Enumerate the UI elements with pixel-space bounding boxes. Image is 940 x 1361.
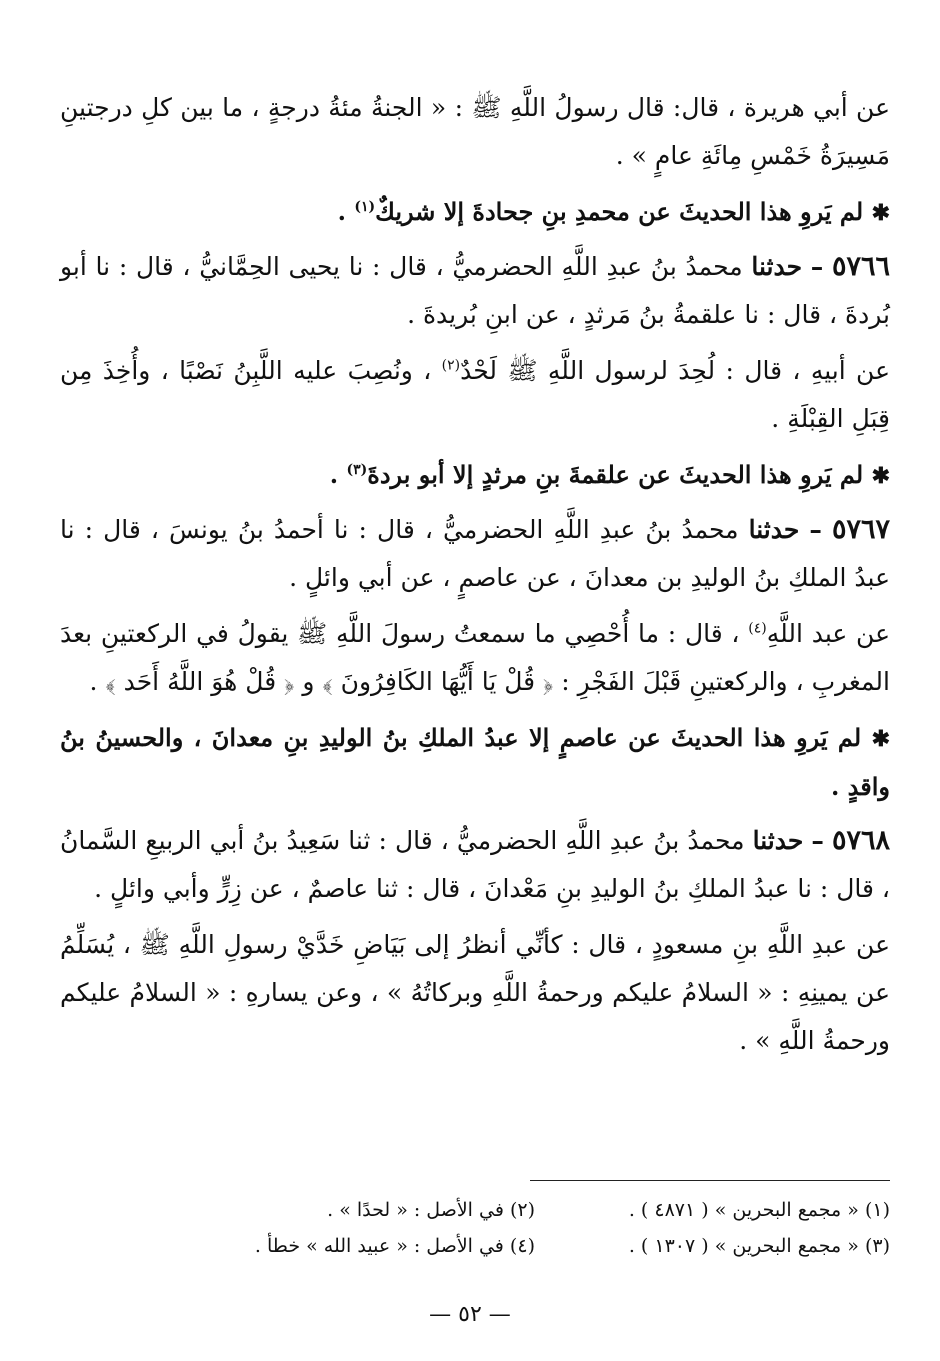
paragraph-text: عن عبد اللَّهِ [766, 619, 890, 648]
paragraph-text: عن عبدِ اللَّهِ بنِ مسعودٍ ، قال : كأنِّي أنظرُ إلى بَيَاضِ خَدَّيْ رسولِ اللَّهِ ﷺ ، يُسَلِّمُ عن يمينِهِ : « السلامُ عليكم ورحمةُ اللَّهِ وبركاتُهُ » ، وعن يسارهِ : « السلامُ عليكم ورحمةُ اللَّهِ » . [60, 930, 890, 1055]
footnote-ref: (١) [354, 199, 376, 215]
hadith-text: محمدُ بنُ عبدِ اللَّهِ الحضرميُّ ، قال : نا أحمدُ بنُ يونسَ ، قال : نا عبدُ الملكِ بنُ الوليدِ بن معدانَ ، عن عاصمٍ ، عن أبي وائلٍ . [60, 515, 890, 592]
hadith-lead: حدثنا [751, 252, 803, 281]
dash: – [811, 826, 824, 855]
note-3 [60, 714, 890, 811]
hadith-lead: حدثنا [748, 515, 800, 544]
note-end: . [337, 197, 346, 226]
star-icon: ✱ [871, 463, 890, 489]
note-2 [60, 451, 890, 500]
hadith-text: محمدُ بنُ عبدِ اللَّهِ الحضرميُّ ، قال : نا يحيى الحِمَّانيُّ ، قال : نا أبو بُردةَ ، قال : نا علقمةُ بنُ مَرثدٍ ، عن ابنِ بُريدةَ . [60, 252, 890, 329]
paragraph-rest: ، ونُصِبَ عليه اللَّبِنُ نَصْبًا ، وأُخِذَ مِن قِبَلِ القِبْلَةِ . [60, 356, 890, 433]
hadith-5766 [60, 243, 890, 339]
paragraph-1 [60, 84, 890, 180]
hadith-number: ٥٧٦٧ [832, 514, 891, 545]
footnote-1: (١) « مجمع البحرين » ( ٤٨٧١ ) . [628, 1199, 890, 1221]
footnote-4: (٤) في الأصل : « عبيد الله » خطأ . [254, 1235, 535, 1257]
note-1 [60, 188, 890, 237]
footnotes [180, 1192, 890, 1264]
note-end: . [329, 460, 339, 489]
hadith-lead: حدثنا [752, 826, 804, 855]
paragraph-4 [60, 921, 890, 1065]
hadith-5768 [60, 817, 890, 913]
paragraph-text: عن أبي هريرة ، قال: قال رسولُ اللَّهِ ﷺ : « الجنةُ مئةُ درجةٍ ، ما بين كلِ درجتينِ مَسِيرَةُ خَمْسِ مِائَةِ عامٍ » . [60, 93, 891, 170]
footnote-ref: (٣) [346, 462, 368, 478]
paragraph-2 [60, 347, 890, 443]
page-number: — ٥٢ — [429, 1302, 511, 1327]
hadith-number: ٥٧٦٨ [831, 825, 890, 856]
footnote-row [180, 1228, 890, 1264]
footnote-divider [530, 1180, 890, 1181]
footnote-ref: (٢) [441, 357, 461, 374]
dash: – [810, 252, 824, 281]
paragraph-rest: ، قال : ما أُحْصِي ما سمعتُ رسولَ اللَّهِ ﷺ يقولُ في الركعتينِ بعدَ المغربِ ، والركعتينِ قَبْلَ الفَجْرِ : ﴿ قُلْ يَا أَيُّهَا الكَافِرُونَ ﴾ و ﴿ قُلْ هُوَ اللَّهُ أَحَد ﴾ . [60, 619, 890, 696]
paragraph-text: عن أبيهِ ، قال : لُحِدَ لرسول اللَّهِ ﷺ لَحْدٌ [460, 356, 890, 385]
star-icon: ✱ [871, 200, 890, 226]
dash: – [809, 515, 822, 544]
note-text: لم يَروِ هذا الحديثَ عن عاصمٍ إلا عبدُ الملكِ بنُ الوليدِ بنِ معدانَ ، والحسينُ بنُ واقدٍ . [60, 723, 890, 801]
main-text [60, 84, 890, 1065]
footnote-2: (٢) في الأصل : « لحدًا » . [327, 1199, 535, 1221]
footnote-3: (٣) « مجمع البحرين » ( ١٣٠٧ ) . [628, 1235, 890, 1257]
note-text: لم يَروِ هذا الحديثَ عن محمدِ بنِ جحادةَ إلا شريكٌ [375, 197, 864, 226]
footnote-ref: (٤) [748, 620, 767, 637]
hadith-number: ٥٧٦٦ [832, 251, 891, 282]
star-icon: ✱ [871, 726, 890, 752]
footnote-row [180, 1192, 890, 1228]
note-text: لم يَروِ هذا الحديثَ عن علقمةَ بنِ مرثدٍ إلا أبو بردةَ [367, 460, 864, 489]
hadith-5767 [60, 506, 890, 602]
paragraph-3 [60, 610, 890, 706]
hadith-text: محمدُ بنُ عبدِ اللَّهِ الحضرميُّ ، قال : ثنا سَعِيدُ بنُ أبي الربيعِ السَّمانُ ، قال : نا عبدُ الملكِ بنُ الوليدِ بنِ مَعْدانَ ، قال : ثنا عاصمٌ ، عن زِرٍّ وأبي وائلٍ . [60, 826, 890, 903]
